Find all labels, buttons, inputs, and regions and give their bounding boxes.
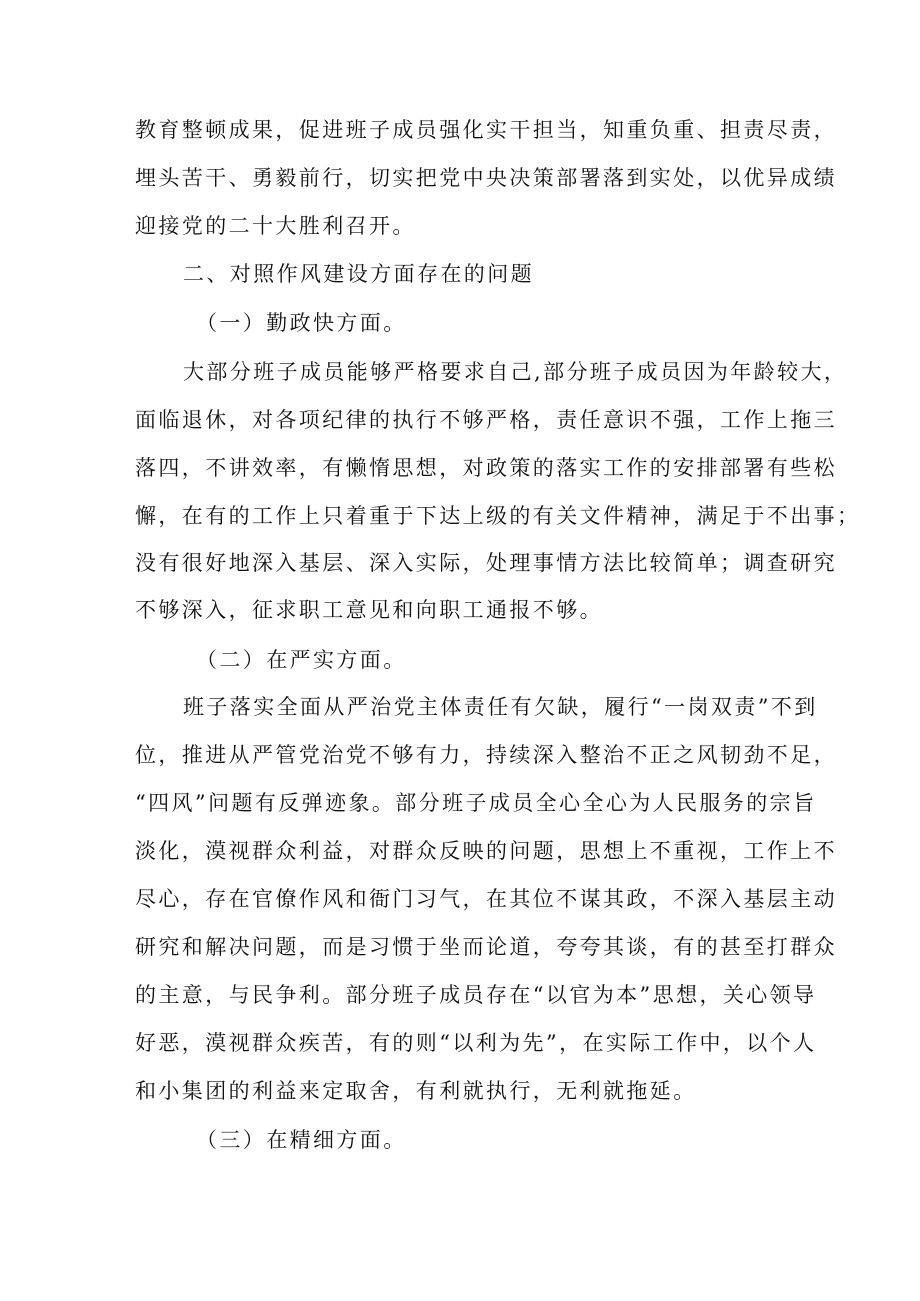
- body-text-line: 和小集团的利益来定取舍，有利就执行，无利就拖延。: [135, 1079, 697, 1103]
- body-text-line: 埋头苦干、勇毅前行，切实把党中央决策部署落到实处，以优异成绩: [135, 166, 837, 190]
- body-text-line: 不够深入，征求职工意见和向职工通报不够。: [135, 598, 603, 622]
- body-text-line: 大部分班子成员能够严格要求自己,部分班子成员因为年龄较大，: [183, 360, 848, 384]
- body-text-line: 教育整顿成果，促进班子成员强化实干担当，知重负重、担责尽责，: [135, 118, 837, 142]
- body-text-line: 没有很好地深入基层、深入实际，处理事情方法比较简单；调查研究: [135, 551, 837, 575]
- body-text-line: 位，推进从严管党治党不够有力，持续深入整治不正之风韧劲不足，: [135, 743, 837, 767]
- subsection-heading: （三）在精细方面。: [196, 1128, 407, 1152]
- body-text-line: 好恶，漠视群众疾苦，有的则“以利为先”，在实际工作中，以个人: [135, 1031, 817, 1055]
- subsection-heading: （二）在严实方面。: [196, 648, 407, 672]
- subsection-heading: （一）勤政快方面。: [196, 311, 407, 335]
- body-text-line: 面临退休，对各项纪律的执行不够严格，责任意识不强，工作上拖三: [135, 408, 837, 432]
- section-heading: 二、对照作风建设方面存在的问题: [183, 262, 534, 286]
- body-text-line: 淡化，漠视群众利益，对群众反映的问题，思想上不重视，工作上不: [135, 839, 837, 863]
- body-text-line: 懈，在有的工作上只着重于下达上级的有关文件精神，满足于不出事；: [135, 504, 861, 528]
- body-text-line: 落四，不讲效率，有懒惰思想，对政策的落实工作的安排部署有些松: [135, 456, 837, 480]
- body-text-line: 尽心，存在官僚作风和衙门习气，在其位不谋其政，不深入基层主动: [135, 887, 837, 911]
- body-text-line: “四风”问题有反弹迹象。部分班子成员全心全心为人民服务的宗旨: [135, 791, 817, 815]
- body-text-line: 的主意，与民争利。部分班子成员存在“以官为本”思想，关心领导: [135, 983, 817, 1007]
- body-text-line: 研究和解决问题，而是习惯于坐而论道，夸夸其谈，有的甚至打群众: [135, 935, 837, 959]
- body-text-line: 迎接党的二十大胜利召开。: [135, 214, 416, 238]
- body-text-line: 班子落实全面从严治党主体责任有欠缺，履行“一岗双责”不到: [183, 695, 818, 719]
